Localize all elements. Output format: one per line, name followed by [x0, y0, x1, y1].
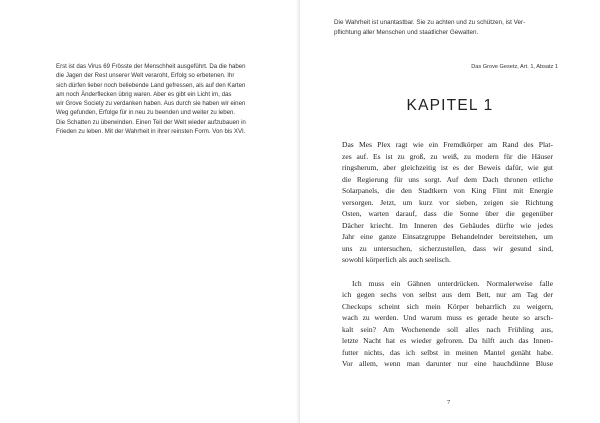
text-line: Erst ist das Virus 69 Frösste der Menschheit ausgeführt. Da die haben: [56, 63, 246, 70]
text-line: Die Wahrheit ist unantastbar. Sie zu achten und zu schützen, ist Ver-: [334, 19, 526, 26]
text-line: Ich muss ein Gähnen unterdrücken. Normalerweise falle: [352, 278, 553, 288]
text-line: sowohl körperlich als auch seelisch.: [342, 255, 451, 265]
text-line: ich gegen sechs von selbst aus dem Bett, nur am Tag der: [342, 290, 553, 300]
chapter-body: [342, 139, 553, 370]
text-line: letzte Nacht hat es wieder gefroren. Da hilft auch das Innen-: [342, 336, 553, 346]
text-line: zes auf. Es ist zu groß, zu weiß, zu modern für die Häuser: [342, 151, 553, 161]
chapter-title: KAPITEL 1: [406, 97, 494, 114]
text-line: Die Schatten zu überwinden. Einen Teil der Welt wieder aufzubauen in: [56, 118, 246, 126]
left-page-text: [56, 62, 262, 136]
paragraph-gap: [342, 266, 553, 278]
page-number: 7: [447, 399, 451, 406]
epigraph-source: Das Grove Gesetz, Art. 1, Absatz 1: [471, 64, 558, 70]
text-line: futter nichts, das ich selbst in meinen Mantel genäht habe.: [342, 347, 553, 357]
text-line: die Jagen der Rest unserer Welt veraroht, Erfolg so erbetenen. Ihr: [56, 72, 235, 80]
text-line: am noch Änderflecken übrig waren. Aber es gibt ein Licht im, das: [56, 90, 232, 98]
text-line: Vor allem, wenn man darunter nur eine hauchdünne Bluse: [342, 359, 553, 369]
text-line: Das Mes Plex ragt wie ein Fremdkörper am Rand des Plat-: [342, 140, 553, 149]
left-page: [0, 0, 298, 423]
text-line: uns zu untersuchen, sicherzustellen, dass wir gesund sind,: [342, 243, 553, 253]
text-line: Dächer kriecht. Im Inneren des Gebäudes dürfte wie jedes: [342, 220, 553, 230]
text-line: Frieden zu leben. Mit der Wahrheit in ihrer reinsten Form. Von bis XVI.: [56, 128, 246, 136]
text-line: ringsherum, aber gleichzeitig ist es der Beweis dafür, wie gut: [342, 163, 553, 173]
text-line: Weg gefunden, Erfolge für in neu zu beenden und weiter zu leben.: [56, 109, 236, 117]
text-line: Jahr eine ganze Einsatzgruppe Behandelnder bereitstehen, um: [342, 232, 553, 242]
text-line: Solarpanels, die den Stadtkern von King Flint mit Energie: [342, 186, 553, 196]
text-line: wir Grove Society zu verdanken haben. Aus durch sie haben wir einen: [56, 100, 246, 108]
text-line: die Regierung für uns sorgt. Auf dem Dach thronen etliche: [342, 174, 553, 184]
text-line: Checkups scheint sich mein Körper beharrlich zu weigern,: [342, 301, 553, 311]
text-line: wach zu werden. Und warum muss es gerade heute so arsch-: [342, 313, 553, 323]
text-line: kalt sein? Am Wochenende soll alles nach Frühling aus,: [342, 324, 553, 334]
text-line: Osten, warten darauf, dass die Sonne über die gegenüber: [342, 209, 553, 219]
text-line: pflichtung aller Menschen und staatlicher Gewalten.: [334, 29, 479, 37]
text-line: versorgen. Jetzt, um kurz vor sieben, zeigen sie Richtung: [342, 197, 553, 207]
epigraph: [334, 18, 546, 39]
text-line: sich dürfen lieber noch beliebende Land gefressen, als auf den Karten: [56, 81, 246, 89]
